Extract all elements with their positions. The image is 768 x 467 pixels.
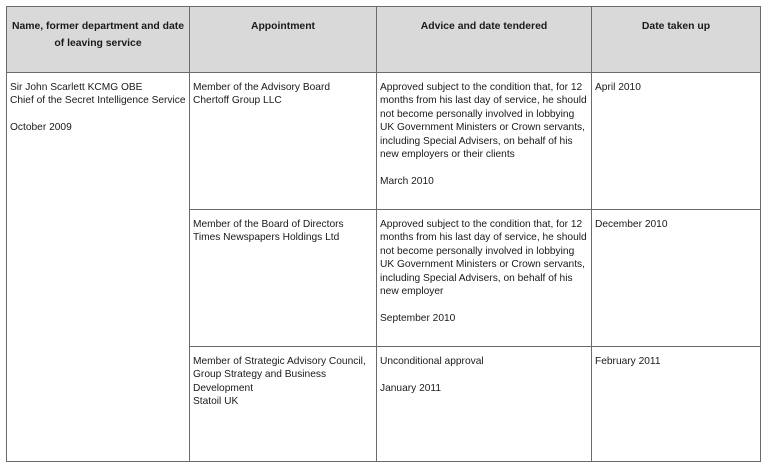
appointment-cell — [190, 347, 377, 462]
advice-cell — [377, 210, 592, 347]
appointments-table — [6, 6, 761, 462]
advice-date: January 2011 — [380, 382, 441, 394]
header-date-taken-up: Date taken up — [592, 7, 761, 73]
person-cell — [7, 73, 190, 462]
advice-text: Approved subject to the condition that, for 12 months from his last day of service, he should not become personally involved in lobbying UK Government Ministers or Crown servants, including Special Advisers, on behalf of his new employers or their clients — [380, 82, 587, 161]
appointment-org: Statoil UK — [193, 396, 239, 408]
table-row — [7, 73, 761, 210]
appointment-role: Member of the Board of Directors — [193, 219, 344, 230]
header-name-department: Name, former department and date of leaving service — [7, 7, 190, 73]
advice-text: Unconditional approval — [380, 356, 484, 367]
appointment-org: Times Newspapers Holdings Ltd — [193, 232, 340, 244]
advice-cell — [377, 347, 592, 462]
appointment-cell — [190, 210, 377, 347]
date-taken-up-cell: December 2010 — [592, 210, 761, 347]
person-name: Sir John Scarlett KCMG OBE — [10, 82, 143, 93]
header-row — [7, 7, 761, 73]
header-advice: Advice and date tendered — [377, 7, 592, 73]
appointment-role: Member of Strategic Advisory Council, Group Strategy and Business Development — [193, 356, 366, 394]
person-left-date: October 2009 — [10, 122, 72, 134]
appointment-cell — [190, 73, 377, 210]
appointment-role: Member of the Advisory Board — [193, 82, 331, 93]
advice-date: September 2010 — [380, 312, 456, 324]
appointments-document — [6, 6, 760, 462]
header-appointment: Appointment — [190, 7, 377, 73]
person-role: Chief of the Secret Intelligence Service — [10, 95, 186, 107]
date-taken-up-cell: February 2011 — [592, 347, 761, 462]
advice-text: Approved subject to the condition that, for 12 months from his last day of service, he should not become personally involved in lobbying UK Government Ministers or Crown servants, including Special Advisers, on behalf of his new employer — [380, 219, 587, 298]
date-taken-up-cell: April 2010 — [592, 73, 761, 210]
advice-cell — [377, 73, 592, 210]
appointment-org: Chertoff Group LLC — [193, 95, 282, 107]
advice-date: March 2010 — [380, 175, 434, 187]
